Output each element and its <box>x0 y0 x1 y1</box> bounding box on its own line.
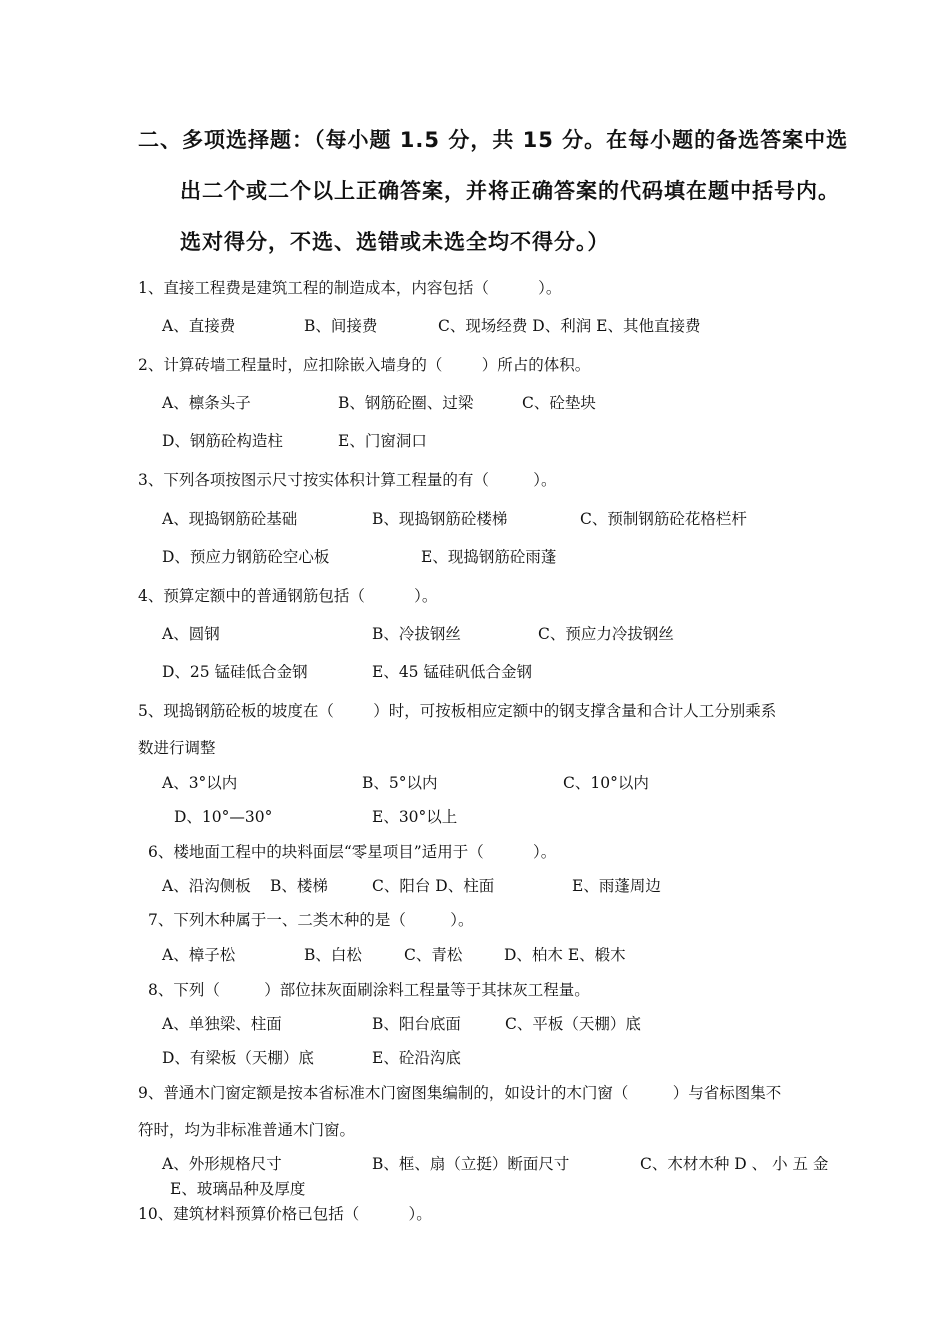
question-6-option-e: E、雨蓬周边 <box>572 877 661 895</box>
heading-line-1: 二、多项选择题：（每小题 1.5 分，共 15 分。在每小题的备选答案中选 <box>138 128 849 152</box>
question-5-stem: 5、现捣钢筋砼板的坡度在（ ）时，可按板相应定额中的钢支撑含量和合计人工分别乘系 <box>138 702 777 720</box>
question-5-option-b: B、5°以内 <box>362 774 438 792</box>
question-8-stem: 8、下列（ ）部位抹灰面刷涂料工程量等于其抹灰工程量。 <box>148 981 590 999</box>
question-6-option-b: B、楼梯 <box>270 877 328 895</box>
question-7-option-b: B、白松 <box>304 946 362 964</box>
question-9-option-c: C、木材木种 D 、 小 五 金 <box>640 1155 829 1173</box>
question-3-option-a: A、现捣钢筋砼基础 <box>162 510 298 528</box>
question-3-stem: 3、下列各项按图示尺寸按实体积计算工程量的有（ ）。 <box>138 471 557 489</box>
question-4-option-d: D、25 锰硅低合金钢 <box>162 663 308 681</box>
heading-line-2: 出二个或二个以上正确答案，并将正确答案的代码填在题中括号内。 <box>180 179 840 203</box>
question-4-option-b: B、冷拔钢丝 <box>372 625 461 643</box>
question-9-stem: 9、普通木门窗定额是按本省标准木门窗图集编制的，如设计的木门窗（ ）与省标图集不 <box>138 1084 782 1102</box>
question-4-option-a: A、圆钢 <box>162 625 220 643</box>
question-2-option-d: D、钢筋砼构造柱 <box>162 432 283 450</box>
question-4-stem: 4、预算定额中的普通钢筋包括（ ）。 <box>138 587 438 605</box>
question-9-option-e: E、玻璃品种及厚度 <box>170 1180 306 1198</box>
question-2-option-e: E、门窗洞口 <box>338 432 427 450</box>
question-5-option-d: D、10°—30° <box>174 808 273 826</box>
question-5-option-e: E、30°以上 <box>372 808 458 826</box>
question-4-option-c: C、预应力冷拔钢丝 <box>538 625 674 643</box>
question-9-option-b: B、框、扇（立挺）断面尺寸 <box>372 1155 570 1173</box>
question-4-option-e: E、45 锰硅矾低合金钢 <box>372 663 532 681</box>
question-7-stem: 7、下列木种属于一、二类木种的是（ ）。 <box>148 911 474 929</box>
question-6-stem: 6、楼地面工程中的块料面层“零星项目”适用于（ ）。 <box>148 843 557 861</box>
question-5-option-a: A、3°以内 <box>162 774 238 792</box>
question-1-option-a: A、直接费 <box>162 317 236 335</box>
question-3-option-b: B、现捣钢筋砼楼梯 <box>372 510 508 528</box>
question-8-option-e: E、砼沿沟底 <box>372 1049 461 1067</box>
question-2-option-c: C、砼垫块 <box>522 394 596 412</box>
question-8-option-a: A、单独梁、柱面 <box>162 1015 282 1033</box>
question-7-option-d: D、柏木 E、椴木 <box>504 946 626 964</box>
question-1-stem: 1、直接工程费是建筑工程的制造成本，内容包括（ ）。 <box>138 279 562 297</box>
question-9-option-a: A、外形规格尺寸 <box>162 1155 282 1173</box>
question-10-stem: 10、建筑材料预算价格已包括（ ）。 <box>138 1205 432 1223</box>
question-1-option-b: B、间接费 <box>304 317 378 335</box>
question-5-stem-continued: 数进行调整 <box>138 739 216 757</box>
question-2-option-a: A、檩条头子 <box>162 394 251 412</box>
question-6-option-a: A、沿沟侧板 <box>162 877 251 895</box>
question-7-option-a: A、樟子松 <box>162 946 236 964</box>
question-8-option-c: C、平板（天棚）底 <box>505 1015 641 1033</box>
question-1-option-c: C、现场经费 D、利润 E、其他直接费 <box>438 317 701 335</box>
question-3-option-e: E、现捣钢筋砼雨蓬 <box>421 548 557 566</box>
question-3-option-d: D、预应力钢筋砼空心板 <box>162 548 330 566</box>
question-8-option-d: D、有梁板（天棚）底 <box>162 1049 314 1067</box>
heading-line-3: 选对得分，不选、选错或未选全均不得分。） <box>180 230 610 254</box>
question-9-stem-continued: 符时，均为非标准普通木门窗。 <box>138 1121 356 1139</box>
question-7-option-c: C、青松 <box>404 946 463 964</box>
question-5-option-c: C、10°以内 <box>563 774 649 792</box>
question-2-option-b: B、钢筋砼圈、过梁 <box>338 394 474 412</box>
question-8-option-b: B、阳台底面 <box>372 1015 461 1033</box>
question-2-stem: 2、计算砖墙工程量时，应扣除嵌入墙身的（ ）所占的体积。 <box>138 356 591 374</box>
question-3-option-c: C、预制钢筋砼花格栏杆 <box>580 510 747 528</box>
question-6-option-c: C、阳台 D、柱面 <box>372 877 495 895</box>
